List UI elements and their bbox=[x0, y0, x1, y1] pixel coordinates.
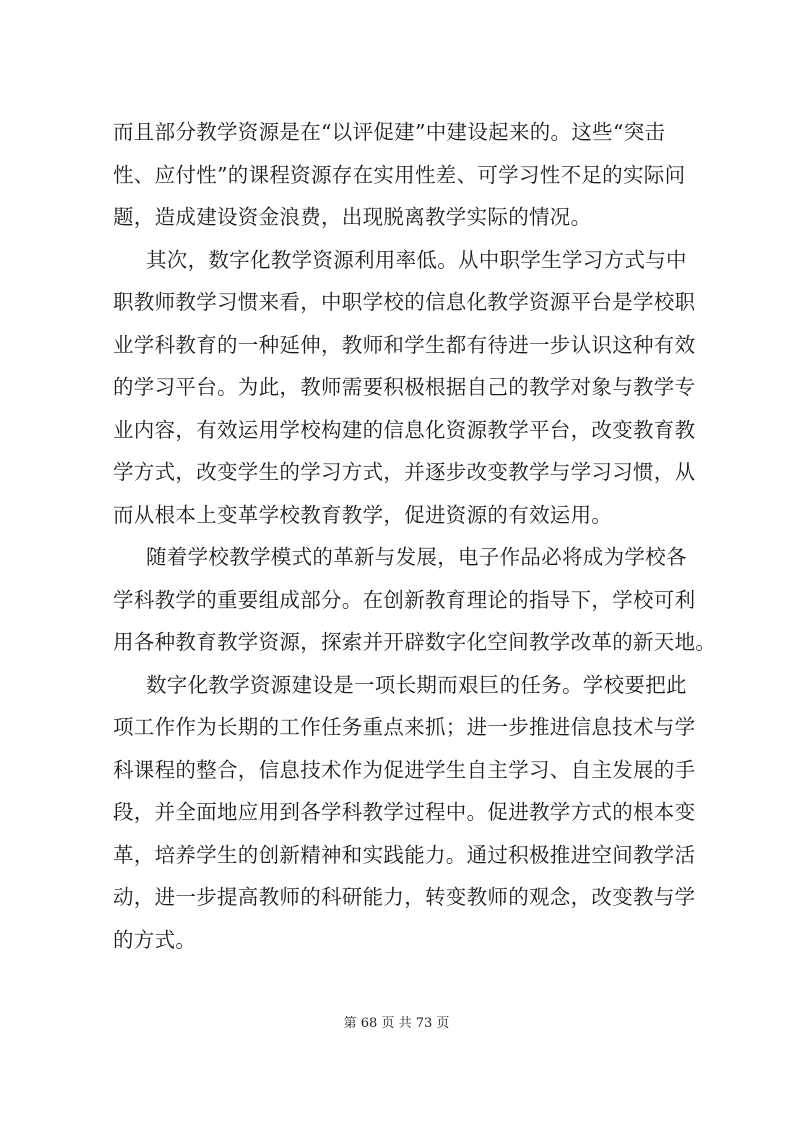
paragraph-4-line-1: 数字化教学资源建设是一项长期而艰巨的任务。学校要把此 bbox=[146, 673, 687, 697]
paragraph-3-line-3: 用各种教育教学资源，探索并开辟数字化空间教学改革的新天地。 bbox=[113, 630, 717, 654]
paragraph-2-line-3: 业学科教育的一种延伸，教师和学生都有待进一步认识这种有效 bbox=[113, 333, 696, 357]
paragraph-4-line-4: 段，并全面地应用到各学科教学过程中。促进教学方式的根本变 bbox=[113, 800, 696, 824]
paragraph-4-line-3: 科课程的整合，信息技术作为促进学生自主学习、自主发展的手 bbox=[113, 758, 696, 782]
paragraph-2-line-7: 而从根本上变革学校教育教学，促进资源的有效运用。 bbox=[113, 503, 613, 527]
paragraph-3-line-2: 学科教学的重要组成部分。在创新教育理论的指导下，学校可利 bbox=[113, 588, 696, 612]
paragraph-2-line-4: 的学习平台。为此，教师需要积极根据自己的教学对象与教学专 bbox=[113, 375, 696, 399]
paragraph-4-line-2: 项工作作为长期的工作任务重点来抓；进一步推进信息技术与学 bbox=[113, 715, 696, 739]
paragraph-2-line-6: 学方式，改变学生的学习方式，并逐步改变教学与学习习惯，从 bbox=[113, 460, 696, 484]
page-number-footer: 第 68 页 共 73 页 bbox=[343, 1016, 450, 1031]
paragraph-2-line-2: 职教师教学习惯来看，中职学校的信息化教学资源平台是学校职 bbox=[113, 290, 696, 314]
paragraph-1-line-3: 题，造成建设资金浪费，出现脱离教学实际的情况。 bbox=[113, 205, 592, 229]
paragraph-2-line-1: 其次，数字化教学资源利用率低。从中职学生学习方式与中 bbox=[146, 248, 687, 272]
paragraph-1-line-1: 而且部分教学资源是在“以评促建”中建设起来的。这些“突击 bbox=[113, 120, 666, 144]
paragraph-1-line-2: 性、应付性”的课程资源存在实用性差、可学习性不足的实际问 bbox=[113, 163, 686, 187]
paragraph-4-line-5: 革，培养学生的创新精神和实践能力。通过积极推进空间教学活 bbox=[113, 843, 696, 867]
paragraph-4-line-7: 的方式。 bbox=[113, 928, 197, 952]
paragraph-2-line-5: 业内容，有效运用学校构建的信息化资源教学平台，改变教育教 bbox=[113, 418, 696, 442]
paragraph-4-line-6: 动，进一步提高教师的科研能力，转变教师的观念，改变教与学 bbox=[113, 885, 696, 909]
paragraph-3-line-1: 随着学校教学模式的革新与发展，电子作品必将成为学校各 bbox=[146, 545, 687, 569]
